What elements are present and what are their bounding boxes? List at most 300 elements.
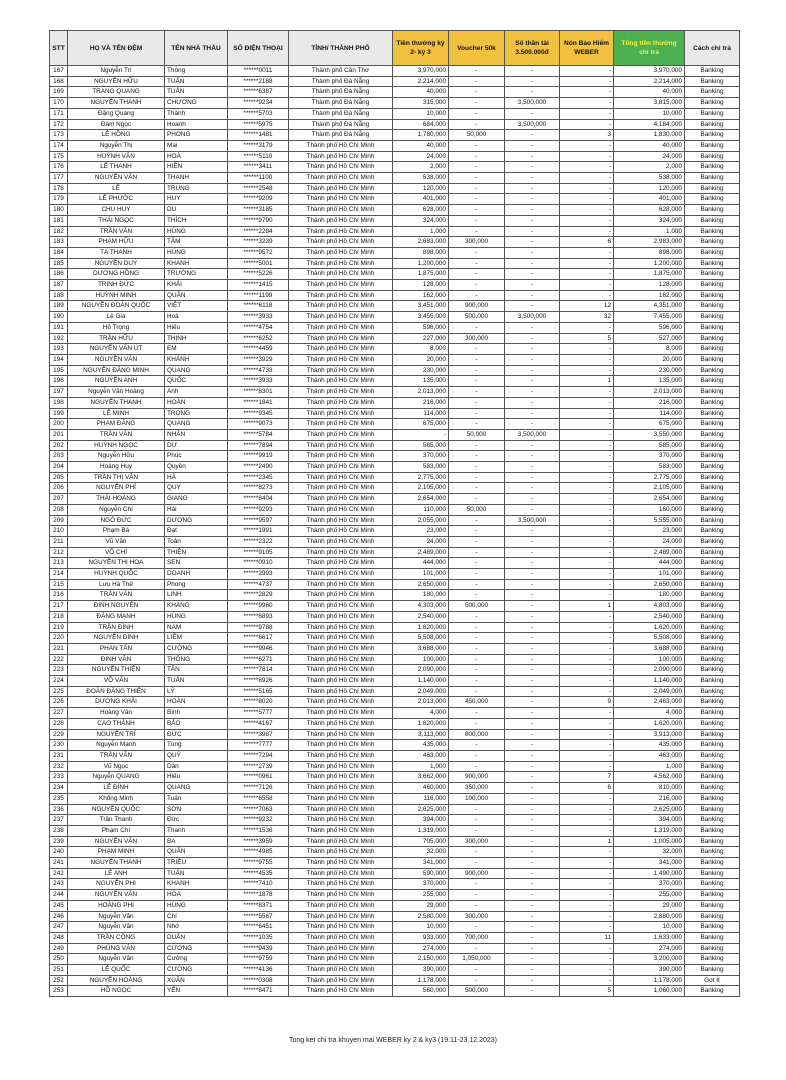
cell-reward-period: 4,303,000 [393, 601, 449, 612]
cell-stt: 241 [50, 858, 68, 869]
cell-reward-period: 315,000 [393, 98, 449, 109]
cell-total-reward: 2,013,000 [614, 387, 685, 398]
cell-stt: 207 [50, 494, 68, 505]
cell-phone: ******7294 [228, 751, 289, 762]
cell-lucky-number: - [505, 344, 560, 355]
cell-lucky-number: - [505, 643, 560, 654]
cell-reward-period: 120,000 [393, 183, 449, 194]
cell-last-middle-name: NGUYỄN PHI [68, 879, 165, 890]
cell-province-city: Thành phố Hồ Chí Minh [289, 965, 393, 976]
cell-province-city: Thành phố Hồ Chí Minh [289, 868, 393, 879]
cell-voucher: - [449, 643, 505, 654]
cell-payment-method: Banking [685, 986, 740, 997]
cell-stt: 197 [50, 387, 68, 398]
cell-contractor-name: KHANH [165, 258, 228, 269]
cell-lucky-number: - [505, 622, 560, 633]
cell-total-reward: 538,000 [614, 173, 685, 184]
table-row [50, 633, 740, 644]
cell-voucher: - [449, 825, 505, 836]
cell-phone: ******3933 [228, 376, 289, 387]
cell-phone: ******0011 [228, 66, 289, 77]
cell-total-reward: 2,090,000 [614, 665, 685, 676]
cell-province-city: Thành phố Hồ Chí Minh [289, 665, 393, 676]
cell-voucher: - [449, 547, 505, 558]
cell-helmet: - [560, 911, 614, 922]
cell-lucky-number: - [505, 761, 560, 772]
table-row [50, 130, 740, 141]
cell-total-reward: 5,508,000 [614, 633, 685, 644]
cell-stt: 228 [50, 718, 68, 729]
cell-total-reward: 3,550,000 [614, 429, 685, 440]
cell-last-middle-name: TRẦN THỊ VÂN [68, 472, 165, 483]
cell-helmet: 5 [560, 986, 614, 997]
cell-voucher: - [449, 173, 505, 184]
cell-payment-method: Banking [685, 301, 740, 312]
cell-total-reward: 2,463,000 [614, 697, 685, 708]
cell-last-middle-name: Nguyễn Trí [68, 66, 165, 77]
table-row [50, 954, 740, 965]
cell-total-reward: 2,983,000 [614, 237, 685, 248]
cell-stt: 246 [50, 911, 68, 922]
cell-voucher: - [449, 140, 505, 151]
cell-total-reward: 4,562,000 [614, 772, 685, 783]
cell-total-reward: 370,000 [614, 879, 685, 890]
table-row [50, 215, 740, 226]
cell-helmet: - [560, 429, 614, 440]
cell-voucher: - [449, 472, 505, 483]
cell-stt: 177 [50, 173, 68, 184]
cell-contractor-name: Thanh [165, 825, 228, 836]
cell-contractor-name: YẾN [165, 986, 228, 997]
header-stt: STT [50, 31, 68, 66]
cell-stt: 215 [50, 579, 68, 590]
cell-voucher: - [449, 943, 505, 954]
cell-payment-method: Banking [685, 87, 740, 98]
cell-helmet: 1 [560, 376, 614, 387]
cell-province-city: Thành phố Hồ Chí Minh [289, 654, 393, 665]
cell-lucky-number: - [505, 611, 560, 622]
cell-stt: 189 [50, 301, 68, 312]
cell-province-city: Thành phố Hồ Chí Minh [289, 215, 393, 226]
cell-reward-period: 230,000 [393, 365, 449, 376]
cell-payment-method: Banking [685, 815, 740, 826]
cell-stt: 236 [50, 804, 68, 815]
table-row [50, 247, 740, 258]
cell-reward-period: 2,049,000 [393, 686, 449, 697]
table-row [50, 547, 740, 558]
cell-province-city: Thành phố Hồ Chí Minh [289, 611, 393, 622]
cell-helmet: - [560, 354, 614, 365]
cell-province-city: Thành phố Hồ Chí Minh [289, 440, 393, 451]
cell-province-city: Thành phố Hồ Chí Minh [289, 825, 393, 836]
cell-reward-period: 100,000 [393, 654, 449, 665]
table-row [50, 986, 740, 997]
cell-contractor-name: HÙNG [165, 247, 228, 258]
cell-phone: ******6387 [228, 87, 289, 98]
cell-stt: 233 [50, 772, 68, 783]
cell-last-middle-name: HUỲNH VĂN [68, 151, 165, 162]
cell-phone: ******6893 [228, 611, 289, 622]
cell-last-middle-name: PHẠM HỮU [68, 237, 165, 248]
cell-contractor-name: TRƯỜNG [165, 269, 228, 280]
cell-stt: 238 [50, 825, 68, 836]
cell-contractor-name: Hiếu [165, 772, 228, 783]
cell-reward-period: 40,000 [393, 87, 449, 98]
table-row [50, 87, 740, 98]
cell-contractor-name: KHANG [165, 601, 228, 612]
table-row [50, 943, 740, 954]
cell-lucky-number: - [505, 558, 560, 569]
cell-stt: 178 [50, 183, 68, 194]
cell-last-middle-name: ĐOÀN ĐĂNG THIÊN [68, 686, 165, 697]
table-row [50, 290, 740, 301]
cell-last-middle-name: HOÀNG PHI [68, 900, 165, 911]
table-row [50, 932, 740, 943]
cell-total-reward: 1,875,000 [614, 269, 685, 280]
cell-lucky-number: 3,500,000 [505, 119, 560, 130]
cell-voucher: 900,000 [449, 301, 505, 312]
cell-lucky-number: - [505, 665, 560, 676]
cell-lucky-number: - [505, 269, 560, 280]
cell-contractor-name: PHONG [165, 130, 228, 141]
cell-payment-method: Banking [685, 943, 740, 954]
cell-payment-method: Banking [685, 590, 740, 601]
table-row [50, 793, 740, 804]
header-row [50, 31, 740, 66]
cell-province-city: Thành phố Hồ Chí Minh [289, 451, 393, 462]
cell-lucky-number: - [505, 708, 560, 719]
cell-phone: ******7777 [228, 740, 289, 751]
cell-reward-period: 10,000 [393, 922, 449, 933]
cell-last-middle-name: NGUYỄN THIỆN [68, 665, 165, 676]
cell-total-reward: 10,000 [614, 922, 685, 933]
cell-helmet: - [560, 387, 614, 398]
cell-voucher: - [449, 804, 505, 815]
cell-total-reward: 29,000 [614, 900, 685, 911]
table-row [50, 483, 740, 494]
cell-reward-period: 583,000 [393, 462, 449, 473]
cell-reward-period: 585,000 [393, 440, 449, 451]
cell-last-middle-name: Hồ Trọng [68, 322, 165, 333]
cell-payment-method: Banking [685, 954, 740, 965]
cell-payment-method: Banking [685, 804, 740, 815]
cell-province-city: Thành phố Hồ Chí Minh [289, 183, 393, 194]
cell-stt: 213 [50, 558, 68, 569]
cell-contractor-name: DƯƠNG [165, 515, 228, 526]
cell-lucky-number: - [505, 451, 560, 462]
table-row [50, 333, 740, 344]
table-row [50, 836, 740, 847]
cell-voucher: - [449, 654, 505, 665]
cell-contractor-name: CƯỜNG [165, 643, 228, 654]
cell-contractor-name: Bình [165, 708, 228, 719]
cell-total-reward: 180,000 [614, 590, 685, 601]
cell-helmet: - [560, 718, 614, 729]
table-row [50, 922, 740, 933]
table-row [50, 419, 740, 430]
cell-contractor-name: HUY [165, 194, 228, 205]
cell-stt: 243 [50, 879, 68, 890]
cell-voucher: 1,050,000 [449, 954, 505, 965]
cell-last-middle-name: Hoàng Văn [68, 708, 165, 719]
cell-last-middle-name: NGUYỄN VĂN [68, 836, 165, 847]
cell-phone: ******7814 [228, 665, 289, 676]
cell-stt: 170 [50, 98, 68, 109]
cell-contractor-name: Tuấn [165, 793, 228, 804]
cell-helmet: - [560, 504, 614, 515]
cell-last-middle-name: DƯƠNG HỒNG [68, 269, 165, 280]
cell-lucky-number: - [505, 590, 560, 601]
cell-helmet: - [560, 729, 614, 740]
cell-total-reward: 2,650,000 [614, 579, 685, 590]
cell-last-middle-name: LÊ MINH [68, 408, 165, 419]
cell-phone: ******9439 [228, 943, 289, 954]
cell-voucher: 300,000 [449, 237, 505, 248]
cell-helmet: - [560, 215, 614, 226]
cell-reward-period: 675,000 [393, 419, 449, 430]
cell-phone: ******8020 [228, 697, 289, 708]
cell-province-city: Thành phố Hồ Chí Minh [289, 804, 393, 815]
cell-total-reward: 394,000 [614, 815, 685, 826]
cell-phone: ******4136 [228, 965, 289, 976]
cell-total-reward: 24,000 [614, 151, 685, 162]
cell-last-middle-name: TRỊNH ĐỨC [68, 280, 165, 291]
cell-province-city: Thành phố Hồ Chí Minh [289, 890, 393, 901]
cell-reward-period: 2,540,000 [393, 611, 449, 622]
cell-last-middle-name: NGUYỄN THỊ HOA [68, 558, 165, 569]
cell-province-city: Thành phố Đà Nẵng [289, 119, 393, 130]
cell-lucky-number: - [505, 793, 560, 804]
cell-helmet: - [560, 205, 614, 216]
table-row [50, 900, 740, 911]
table-row [50, 98, 740, 109]
cell-lucky-number: - [505, 151, 560, 162]
cell-voucher: - [449, 151, 505, 162]
cell-province-city: Thành phố Hồ Chí Minh [289, 943, 393, 954]
cell-helmet: - [560, 858, 614, 869]
cell-province-city: Thành phố Hồ Chí Minh [289, 718, 393, 729]
cell-reward-period: 3,451,000 [393, 301, 449, 312]
cell-voucher: - [449, 194, 505, 205]
cell-province-city: Thành phố Đà Nẵng [289, 76, 393, 87]
cell-lucky-number: - [505, 954, 560, 965]
cell-contractor-name: Thành [165, 108, 228, 119]
cell-last-middle-name: Lê Gia [68, 312, 165, 323]
cell-stt: 219 [50, 622, 68, 633]
cell-phone: ******9788 [228, 622, 289, 633]
header-phone: SỐ ĐIỆN THOẠI [228, 31, 289, 66]
cell-voucher: 300,000 [449, 333, 505, 344]
cell-helmet: - [560, 654, 614, 665]
cell-stt: 249 [50, 943, 68, 954]
cell-reward-period: 3,662,000 [393, 772, 449, 783]
table-row [50, 194, 740, 205]
cell-stt: 191 [50, 322, 68, 333]
cell-payment-method: Banking [685, 322, 740, 333]
cell-total-reward: 101,000 [614, 569, 685, 580]
cell-reward-period: 2,654,000 [393, 494, 449, 505]
cell-reward-period: 898,000 [393, 247, 449, 258]
cell-total-reward: 5,555,000 [614, 515, 685, 526]
cell-last-middle-name: TRẦN HỮU [68, 333, 165, 344]
cell-voucher: 300,000 [449, 836, 505, 847]
cell-province-city: Thành phố Hồ Chí Minh [289, 515, 393, 526]
cell-payment-method: Banking [685, 536, 740, 547]
table-row [50, 504, 740, 515]
cell-helmet: 7 [560, 772, 614, 783]
cell-last-middle-name: THÁI HOÀNG [68, 494, 165, 505]
cell-phone: ******3179 [228, 140, 289, 151]
cell-reward-period: 1,000 [393, 761, 449, 772]
cell-voucher: - [449, 162, 505, 173]
cell-stt: 167 [50, 66, 68, 77]
cell-lucky-number: - [505, 301, 560, 312]
cell-last-middle-name: TẠ THANH [68, 247, 165, 258]
cell-payment-method: Banking [685, 729, 740, 740]
cell-helmet: 12 [560, 301, 614, 312]
cell-helmet: - [560, 515, 614, 526]
cell-voucher: - [449, 665, 505, 676]
cell-contractor-name: SEN [165, 558, 228, 569]
table-row [50, 965, 740, 976]
cell-total-reward: 583,000 [614, 462, 685, 473]
cell-reward-period: 29,000 [393, 900, 449, 911]
cell-province-city: Thành phố Hồ Chí Minh [289, 815, 393, 826]
cell-voucher: - [449, 76, 505, 87]
cell-payment-method: Banking [685, 387, 740, 398]
cell-stt: 194 [50, 354, 68, 365]
cell-total-reward: 2,000 [614, 162, 685, 173]
cell-phone: ******1481 [228, 130, 289, 141]
cell-province-city: Thành phố Cần Thơ [289, 66, 393, 77]
cell-total-reward: 1,200,000 [614, 258, 685, 269]
cell-payment-method: Banking [685, 697, 740, 708]
cell-lucky-number: - [505, 322, 560, 333]
cell-stt: 171 [50, 108, 68, 119]
cell-phone: ******9572 [228, 247, 289, 258]
cell-province-city: Thành phố Hồ Chí Minh [289, 290, 393, 301]
table-row [50, 761, 740, 772]
cell-stt: 205 [50, 472, 68, 483]
cell-reward-period: 2,000 [393, 162, 449, 173]
cell-reward-period: 324,000 [393, 215, 449, 226]
cell-last-middle-name: HUỲNH MINH [68, 290, 165, 301]
cell-stt: 250 [50, 954, 68, 965]
cell-payment-method: Banking [685, 622, 740, 633]
cell-phone: ******9755 [228, 858, 289, 869]
cell-voucher: - [449, 87, 505, 98]
cell-reward-period: 1,200,000 [393, 258, 449, 269]
cell-total-reward: 216,000 [614, 397, 685, 408]
cell-province-city: Thành phố Hồ Chí Minh [289, 151, 393, 162]
cell-contractor-name: THỊNH [165, 333, 228, 344]
cell-lucky-number: - [505, 943, 560, 954]
cell-lucky-number: - [505, 697, 560, 708]
cell-voucher: - [449, 108, 505, 119]
cell-total-reward: 10,000 [614, 108, 685, 119]
cell-total-reward: 4,000 [614, 708, 685, 719]
table-row [50, 226, 740, 237]
cell-voucher: 50,000 [449, 504, 505, 515]
cell-phone: ******3411 [228, 162, 289, 173]
cell-province-city: Thành phố Hồ Chí Minh [289, 932, 393, 943]
cell-last-middle-name: Hoàng Huy [68, 462, 165, 473]
cell-reward-period: 32,000 [393, 847, 449, 858]
cell-payment-method: Banking [685, 462, 740, 473]
cell-reward-period: 135,000 [393, 376, 449, 387]
cell-last-middle-name: Nguyễn Văn Hoàng [68, 387, 165, 398]
cell-payment-method: Banking [685, 173, 740, 184]
table-row [50, 622, 740, 633]
cell-last-middle-name: Vũ Ngọc [68, 761, 165, 772]
cell-lucky-number: - [505, 140, 560, 151]
cell-stt: 224 [50, 676, 68, 687]
cell-stt: 220 [50, 633, 68, 644]
cell-payment-method: Banking [685, 740, 740, 751]
cell-reward-period: 255,000 [393, 890, 449, 901]
cell-helmet: - [560, 536, 614, 547]
cell-province-city: Thành phố Hồ Chí Minh [289, 772, 393, 783]
cell-phone: ******4733 [228, 365, 289, 376]
table-row [50, 686, 740, 697]
cell-stt: 221 [50, 643, 68, 654]
cell-helmet: - [560, 611, 614, 622]
table-row [50, 868, 740, 879]
cell-voucher: 100,000 [449, 793, 505, 804]
table-row [50, 569, 740, 580]
cell-province-city: Thành phố Đà Nẵng [289, 87, 393, 98]
cell-phone: ******1035 [228, 932, 289, 943]
cell-total-reward: 23,000 [614, 526, 685, 537]
cell-contractor-name: Hoà [165, 312, 228, 323]
cell-province-city: Thành phố Hồ Chí Minh [289, 911, 393, 922]
cell-phone: ******7894 [228, 440, 289, 451]
cell-voucher: 500,000 [449, 312, 505, 323]
cell-last-middle-name: Nguyễn Chí [68, 504, 165, 515]
cell-payment-method: Banking [685, 708, 740, 719]
cell-helmet: - [560, 173, 614, 184]
cell-province-city: Thành phố Hồ Chí Minh [289, 344, 393, 355]
table-row [50, 825, 740, 836]
cell-voucher: - [449, 205, 505, 216]
cell-contractor-name: Hải [165, 504, 228, 515]
table-row [50, 312, 740, 323]
cell-payment-method: Banking [685, 922, 740, 933]
cell-stt: 217 [50, 601, 68, 612]
cell-payment-method: Banking [685, 547, 740, 558]
cell-voucher: 50,000 [449, 130, 505, 141]
cell-phone: ******6252 [228, 333, 289, 344]
cell-phone: ******6617 [228, 633, 289, 644]
cell-province-city: Thành phố Hồ Chí Minh [289, 365, 393, 376]
cell-voucher: - [449, 879, 505, 890]
cell-helmet: - [560, 558, 614, 569]
table-row [50, 526, 740, 537]
cell-contractor-name: BẢO [165, 718, 228, 729]
cell-reward-period: 10,000 [393, 108, 449, 119]
cell-voucher: - [449, 322, 505, 333]
cell-payment-method: Banking [685, 633, 740, 644]
cell-total-reward: 160,000 [614, 504, 685, 515]
cell-helmet: - [560, 462, 614, 473]
cell-reward-period: 933,000 [393, 932, 449, 943]
cell-reward-period: 20,000 [393, 354, 449, 365]
cell-helmet: - [560, 708, 614, 719]
cell-lucky-number: - [505, 825, 560, 836]
cell-total-reward: 401,000 [614, 194, 685, 205]
cell-phone: ******9597 [228, 515, 289, 526]
cell-reward-period: 370,000 [393, 879, 449, 890]
